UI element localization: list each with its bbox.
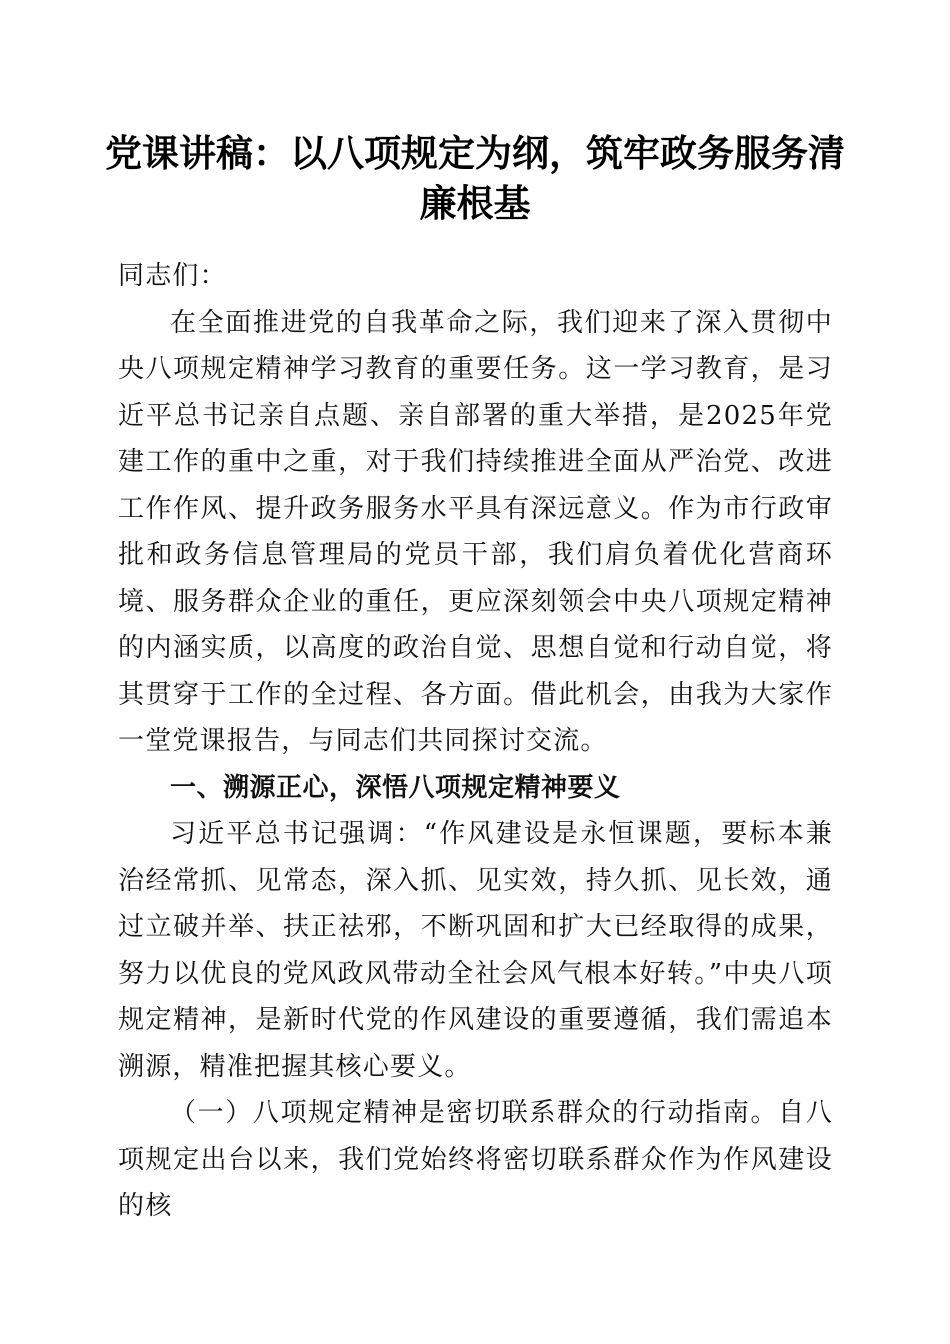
subsection-1-paragraph: （一）八项规定精神是密切联系群众的行动指南。自八项规定出台以来，我们党始终将密切联系群众作为作风建设的核: [118, 1098, 833, 1221]
document-title: 党课讲稿：以八项规定为纲，筑牢政务服务清廉根基: [105, 131, 845, 225]
salutation: 同志们：: [118, 261, 227, 291]
section-1-heading: 一、溯源正心，深悟八项规定精神要义: [170, 772, 621, 803]
document-body: [118, 253, 833, 1230]
section-1-paragraph: 习近平总书记强调：“作风建设是永恒课题，要标本兼治经常抓、见常态，深入抓、见实效，持久抓、见长效，通过立破并举、扶正祛邪，不断巩固和扩大已经取得的成果，努力以优良的党风政风带动全社会风气根本好转。”中央八项规定精神，是新时代党的作风建设的重要遵循，我们需追本溯源，精准把握其核心要义。: [118, 819, 833, 1082]
intro-paragraph: 在全面推进党的自我革命之际，我们迎来了深入贯彻中央八项规定精神学习教育的重要任务。这一学习教育，是习近平总书记亲自点题、亲自部署的重大举措，是2025年党建工作的重中之重，对于我们持续推进全面从严治党、改进工作作风、提升政务服务水平具有深远意义。作为市行政审批和政务信息管理局的党员干部，我们肩负着优化营商环境、服务群众企业的重任，更应深刻领会中央八项规定精神的内涵实质，以高度的政治自觉、思想自觉和行动自觉，将其贯穿于工作的全过程、各方面。借此机会，由我为大家作一堂党课报告，与同志们共同探讨交流。: [118, 307, 833, 756]
